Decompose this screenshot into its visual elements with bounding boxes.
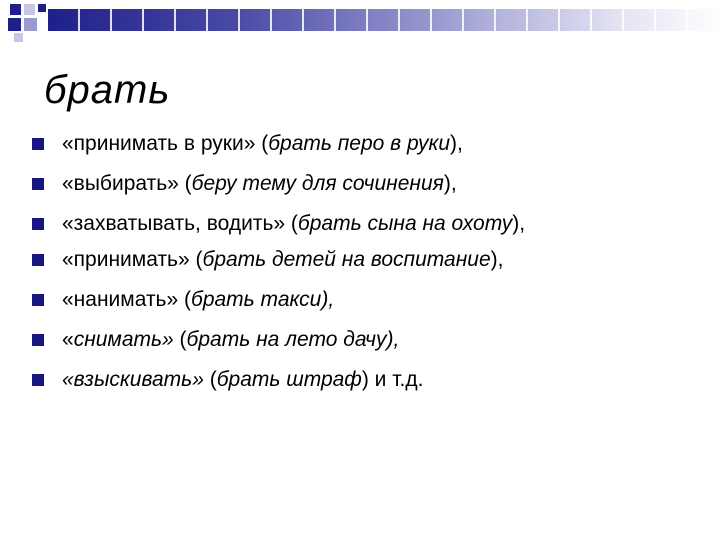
item-tail: ), [443, 172, 457, 195]
list-item [32, 366, 672, 394]
item-example: беру тему для сочинения [191, 172, 444, 195]
item-tail: ) и т.д. [361, 368, 424, 391]
decor-square [8, 18, 21, 31]
square-bullet-icon [32, 218, 44, 230]
square-bullet-icon [32, 294, 44, 306]
list-item [32, 286, 672, 314]
decor-square [24, 4, 35, 15]
item-gloss: снимать» [73, 328, 174, 351]
list-item [32, 130, 672, 158]
item-gloss: «принимать в руки» ( [62, 132, 269, 155]
item-example: брать перо в руки [268, 132, 451, 155]
decor-square [10, 4, 21, 15]
item-tail: ), [512, 212, 526, 235]
list-item [32, 326, 672, 354]
item-example: брать такси), [191, 288, 335, 311]
square-bullet-icon [32, 138, 44, 150]
decor-square [24, 18, 37, 31]
square-bullet-icon [32, 334, 44, 346]
list-item [32, 170, 672, 198]
header-decoration [0, 0, 720, 48]
item-gloss: «принимать» ( [62, 248, 203, 271]
list-item [32, 210, 672, 238]
item-paren: ( [173, 328, 187, 351]
item-paren: ( [203, 368, 217, 391]
decor-square [38, 4, 46, 12]
item-tail: ), [450, 132, 463, 155]
square-bullet-icon [32, 178, 44, 190]
item-gloss: «выбирать» ( [62, 172, 192, 195]
decor-square [14, 33, 23, 42]
item-example: брать детей на воспитание [202, 248, 491, 271]
slide-title: брать [44, 68, 171, 112]
item-example: брать на лето дачу), [186, 328, 400, 351]
item-gloss: «взыскивать» [62, 368, 204, 391]
bullet-list [32, 130, 672, 406]
item-example: брать штраф [216, 368, 362, 391]
item-gloss-open: « [62, 328, 74, 351]
item-gloss: «нанимать» ( [62, 288, 192, 311]
item-example: брать сына на охоту [297, 212, 513, 235]
square-bullet-icon [32, 374, 44, 386]
item-tail: ), [490, 248, 504, 271]
square-bullet-icon [32, 254, 44, 266]
item-gloss: «захватывать, водить» ( [62, 212, 298, 235]
header-bar-stripes [48, 9, 720, 31]
list-item [32, 246, 672, 274]
